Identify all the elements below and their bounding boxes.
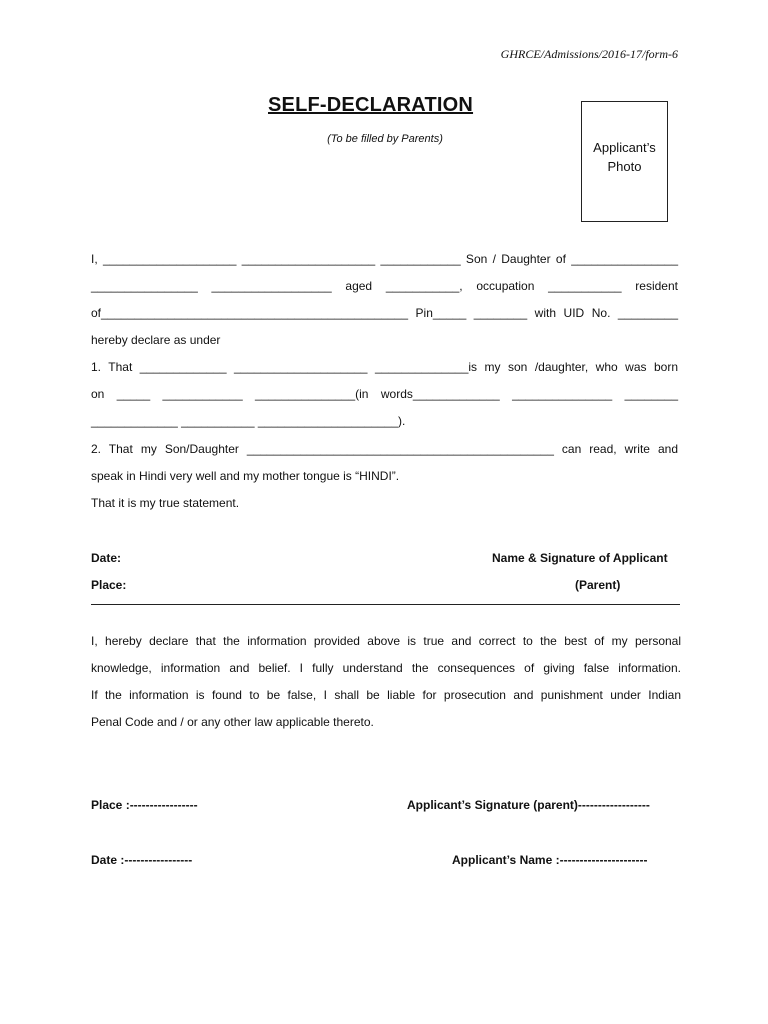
form-line-birth-words[interactable]: _____________ ___________ _____________________). bbox=[91, 414, 406, 428]
footer-name-field[interactable]: Applicant’s Name :---------------------- bbox=[452, 853, 648, 867]
form-line-hindi[interactable]: 2. That my Son/Daughter ______________________________________________ can read, write and bbox=[91, 442, 678, 456]
photo-label-line1: Applicant’s bbox=[593, 140, 656, 155]
form-line-true-statement: That it is my true statement. bbox=[91, 496, 240, 510]
form-line-child-name[interactable]: 1. That _____________ ____________________ ______________is my son /daughter, who was born bbox=[91, 360, 678, 374]
name-signature-label: Name & Signature of Applicant bbox=[492, 551, 668, 565]
form-line-declare: hereby declare as under bbox=[91, 333, 221, 347]
footer-date-field[interactable]: Date :----------------- bbox=[91, 853, 193, 867]
footer-signature-field[interactable]: Applicant’s Signature (parent)------------------ bbox=[407, 798, 650, 812]
form-line-age-occupation[interactable]: ________________ __________________ aged ___________, occupation ___________ resident bbox=[91, 279, 678, 293]
page-subtitle: (To be filled by Parents) bbox=[327, 133, 443, 145]
photo-label-line2: Photo bbox=[607, 159, 642, 174]
form-line-mother-tongue: speak in Hindi very well and my mother tongue is “HINDI”. bbox=[91, 469, 400, 483]
parent-label: (Parent) bbox=[575, 578, 621, 592]
declaration-line: I, hereby declare that the information provided above is true and correct to the best of my personal bbox=[91, 634, 681, 648]
form-line-address[interactable]: of______________________________________________ Pin_____ ________ with UID No. _________ bbox=[91, 306, 678, 320]
page-title: SELF-DECLARATION bbox=[268, 94, 474, 116]
declaration-line: Penal Code and / or any other law applicable thereto. bbox=[91, 715, 374, 729]
date-label: Date: bbox=[91, 551, 122, 565]
section-divider bbox=[91, 604, 680, 605]
place-label: Place: bbox=[91, 578, 127, 592]
form-reference: GHRCE/Admissions/2016-17/form-6 bbox=[500, 47, 678, 61]
declaration-line: knowledge, information and belief. I fully understand the consequences of giving false information. bbox=[91, 661, 681, 675]
applicant-photo-box[interactable] bbox=[581, 101, 668, 222]
declaration-line: If the information is found to be false, I shall be liable for prosecution and punishment under Indian bbox=[91, 688, 681, 702]
form-line-birth-date[interactable]: on _____ ____________ _______________(in words_____________ _______________ ________ bbox=[91, 387, 678, 401]
form-line-name[interactable]: I, ____________________ ____________________ ____________ Son / Daughter of ________________ bbox=[91, 252, 678, 266]
footer-place-field[interactable]: Place :----------------- bbox=[91, 798, 198, 812]
photo-label bbox=[585, 138, 665, 221]
